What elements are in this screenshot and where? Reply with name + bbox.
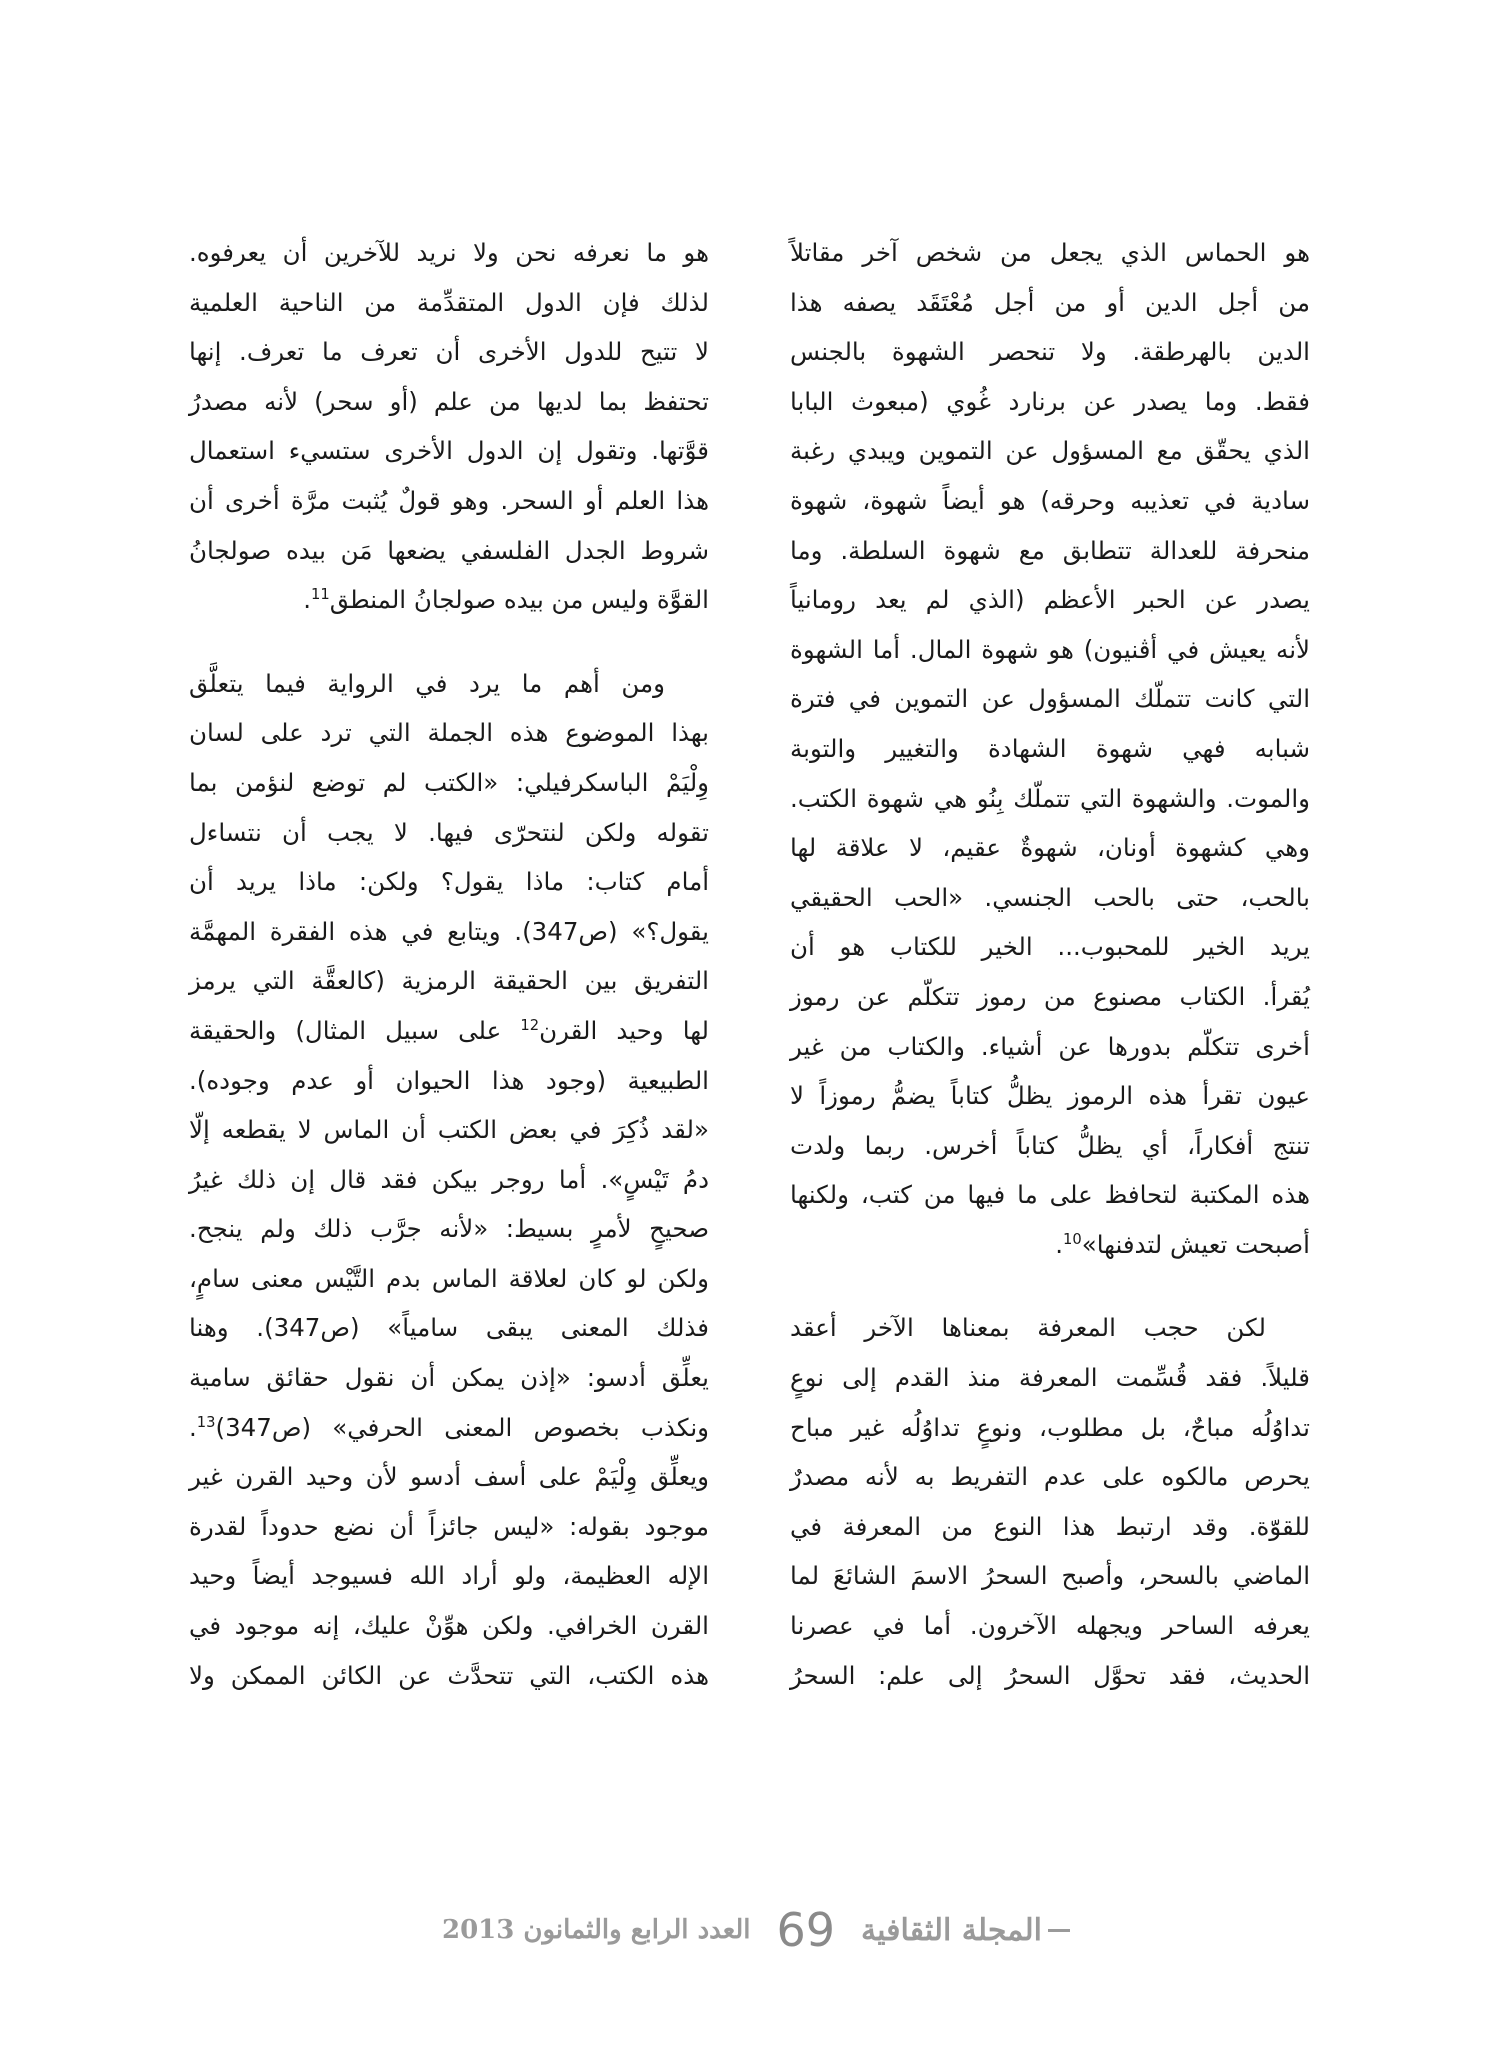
text-line: القرن الخرافي. ولكن هوِّنْ عليك، إنه موجود في (189, 1611, 709, 1641)
text-line: سادية في تعذيبه وحرقه) هو أيضاً شهوة، شهوة (790, 485, 1310, 515)
text-line: يصدر عن الحبر الأعظم (الذي لم يعد رومانياً (790, 585, 1310, 615)
text-fragment: على سبيل المثال) والحقيقة (189, 1015, 521, 1045)
text-line: تنتج أفكاراً، أي يظلُّ كتاباً أخرس. ربما ولدت (790, 1130, 1310, 1160)
footnote-ref: 12 (520, 1016, 540, 1034)
text-line: ولكن لو كان لعلاقة الماس بدم التَّيْس معنى سامٍ، (189, 1263, 709, 1293)
text-line: الذي يحقّق مع المسؤول عن التموين ويبدي رغبة (790, 436, 1310, 466)
text-line: وهي كشهوة أونان، شهوةٌ عقيم، لا علاقة لها (790, 833, 1310, 863)
paragraph (790, 228, 1310, 1269)
text-line: يريد الخير للمحبوب... الخير للكتاب هو أن (790, 932, 1310, 962)
text-line: لكن حجب المعرفة بمعناها الآخر أعقد (790, 1313, 1266, 1343)
text-line: لذلك فإن الدول المتقدِّمة من الناحية العلمية (189, 287, 709, 317)
text-line: لا تتيح للدول الأخرى أن تعرف ما تعرف. إنها (189, 337, 709, 367)
text-line: تقوله ولكن لنتحرّى فيها. لا يجب أن نتساءل (189, 817, 709, 847)
text-line: «لقد ذُكِرَ في بعض الكتب أن الماس لا يقطعه إلّا (189, 1115, 709, 1145)
issue-label: العدد الرابع والثمانون 2013 (441, 1915, 751, 1945)
text-line (189, 1006, 709, 1056)
page-number: 69 (776, 1903, 836, 1957)
text-line: أخرى تتكلّم بدورها عن أشياء. والكتاب من غير (790, 1031, 1310, 1061)
text-line: الدين بالهرطقة. ولا تنحصر الشهوة بالجنس (790, 337, 1310, 367)
text-line: دمُ تَيْسٍ». أما روجر بيكن فقد قال إن ذلك غيرُ (189, 1164, 709, 1194)
logo-rule (1048, 1929, 1070, 1932)
text-line: يحرص مالكوه على عدم التفريط به لأنه مصدرٌ (790, 1462, 1310, 1492)
text-line: هو الحماس الذي يجعل من شخص آخر مقاتلاً (790, 238, 1310, 267)
footnote-ref: 13 (196, 1413, 216, 1431)
text-line: فذلك المعنى يبقى سامياً» (ص347). وهنا (189, 1313, 709, 1343)
text-line (189, 1403, 709, 1453)
footnote-ref: 10 (1063, 1230, 1082, 1248)
text-line: من أجل الدين أو من أجل مُعْتَقَد يصفه هذا (790, 287, 1310, 317)
text-line: هذه الكتب، التي تتحدَّث عن الكائن الممكن ولا (189, 1660, 709, 1690)
magazine-name: المجلة الثقافية (861, 1912, 1042, 1948)
text-fragment: أصبحت تعيش لتدفنها» (1081, 1229, 1310, 1259)
text-fragment: لها وحيد القرن (539, 1015, 709, 1045)
text-line: لأنه يعيش في أڤنيون) هو شهوة المال. أما الشهوة (790, 634, 1310, 664)
text-line: هذا العلم أو السحر. وهو قولٌ يُثبت مرَّة أخرى أن (189, 485, 709, 515)
text-line: بالحب، حتى بالحب الجنسي. «الحب الحقيقي (790, 882, 1310, 912)
text-line: الماضي بالسحر، وأصبح السحرُ الاسمَ الشائعَ لما (790, 1561, 1310, 1591)
text-fragment: . (189, 1412, 197, 1442)
text-line: للقوّة. وقد ارتبط هذا النوع من المعرفة في (790, 1511, 1310, 1541)
text-line: الطبيعية (وجود هذا الحيوان أو عدم وجوده). (189, 1065, 709, 1095)
paragraph (189, 228, 709, 625)
text-line: ومن أهم ما يرد في الرواية فيما يتعلَّق (189, 668, 665, 698)
text-line: تحتفظ بما لديها من علم (أو سحر) لأنه مصدرُ (189, 386, 709, 416)
text-fragment: القوَّة وليس من بيده صولجانُ المنطق (329, 585, 709, 615)
text-line: هذه المكتبة لتحافظ على ما فيها من كتب، ولكنها (790, 1180, 1310, 1210)
text-line: تداوُلُه مباحٌ، بل مطلوب، ونوعٍ تداوُلُه غير مباح (790, 1412, 1310, 1442)
text-line: يُقرأ. الكتاب مصنوع من رموز تتكلّم عن رموز (790, 981, 1310, 1011)
text-fragment: . (1055, 1229, 1063, 1259)
magazine-logo (861, 1913, 1070, 1948)
paragraph (189, 659, 709, 1700)
text-line (189, 575, 709, 625)
text-line: قليلاً. فقد قُسِّمت المعرفة منذ القدم إلى نوعٍ (790, 1363, 1310, 1393)
text-line: الإله العظيمة، ولو أراد الله فسيوجد أيضاً وحيد (189, 1561, 709, 1591)
text-fragment: . (303, 585, 312, 615)
text-line: يقول؟» (ص347). ويتابع في هذه الفقرة المهمَّة (189, 916, 709, 946)
text-line: ويعلِّق وِلْيَمْ على أسف أدسو لأن وحيد القرن غير (189, 1462, 709, 1492)
page-footer (430, 1900, 1070, 1960)
text-line: وِلْيَمْ الباسكرفيلي: «الكتب لم توضع لنؤمن بما (189, 767, 709, 797)
text-line: أمام كتاب: ماذا يقول؟ ولكن: ماذا يريد أن (189, 867, 709, 897)
text-line: موجود بقوله: «ليس جائزاً أن نضع حدوداً لقدرة (189, 1511, 709, 1541)
text-line: صحيحٍ لأمرٍ بسيط: «لأنه جرَّب ذلك ولم ينجح. (189, 1214, 709, 1244)
paragraph (790, 1303, 1310, 1700)
text-line: بهذا الموضوع هذه الجملة التي ترد على لسان (189, 718, 709, 748)
text-line: يعرفه الساحر ويجهله الآخرون. أما في عصرنا (790, 1611, 1310, 1641)
text-line: قوَّتها. وتقول إن الدول الأخرى ستسيء استعمال (189, 436, 709, 466)
footnote-ref: 11 (311, 586, 330, 603)
text-line: الحديث، فقد تحوَّل السحرُ إلى علم: السحرُ (790, 1660, 1310, 1690)
article-column-left (189, 228, 709, 1700)
text-line: يعلِّق أدسو: «إذن يمكن أن نقول حقائق سامية (189, 1363, 709, 1393)
text-line: هو ما نعرفه نحن ولا نريد للآخرين أن يعرفوه. (189, 238, 709, 267)
text-fragment: ونكذب بخصوص المعنى الحرفي» (ص347) (215, 1412, 709, 1442)
text-line: شروط الجدل الفلسفي يضعها مَن بيده صولجانُ (189, 535, 709, 565)
text-line: شبابه فهي شهوة الشهادة والتغيير والتوبة (790, 733, 1310, 763)
text-line: التفريق بين الحقيقة الرمزية (كالعقَّة التي يرمز (189, 966, 709, 996)
text-line: عيون تقرأ هذه الرموز يظلُّ كتاباً يضمُّ رموزاً لا (790, 1081, 1310, 1111)
text-line: التي كانت تتملّك المسؤول عن التموين في فترة (790, 684, 1310, 714)
text-line: والموت. والشهوة التي تتملّك بِنُو هي شهوة الكتب. (790, 783, 1310, 813)
text-line: منحرفة للعدالة تتطابق مع شهوة السلطة. وما (790, 535, 1310, 565)
text-line (790, 1220, 1310, 1270)
article-column-right (790, 228, 1310, 1700)
text-line: فقط. وما يصدر عن برنارد غُوي (مبعوث البابا (790, 386, 1310, 416)
